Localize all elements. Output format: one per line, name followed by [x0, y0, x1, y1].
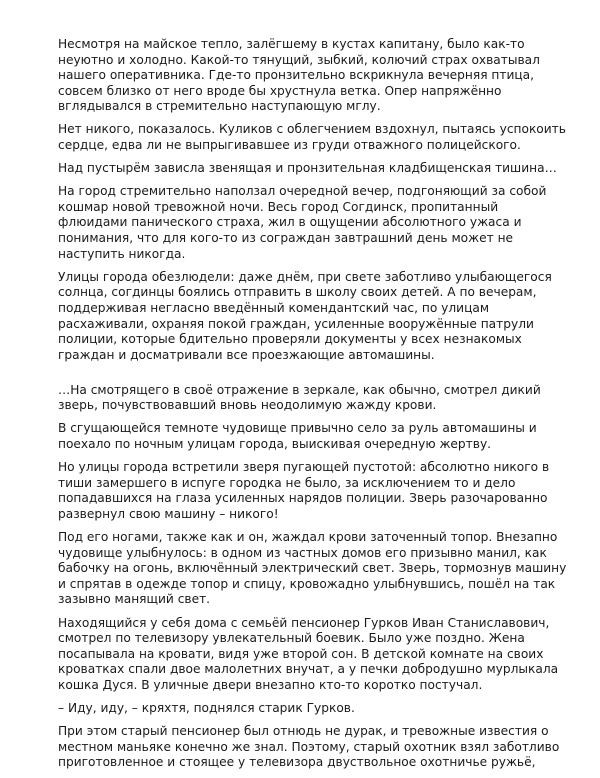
- paragraph: На город стремительно наползал очередной вечер, подгоняющий за собой кошмар новой тревожной ночи. Весь город Согдинск, пропитанный флюидами панического страха, жил в ощущении абсолютного ужаса и понимания, что для кого-то из сограждан завтрашний день может не наступить никогда.: [58, 184, 547, 261]
- paragraph: При этом старый пенсионер был отнюдь не дурак, и тревожные известия о местном маньяке конечно же знал. Поэтому, старый охотник взял заботливо приготовленное и стоящее у телевизора двуствольное охотничье ружьё,: [58, 724, 560, 770]
- paragraph: …На смотрящего в своё отражение в зеркале, как обычно, смотрел дикий зверь, почувствовавший вновь неодолимую жажду крови.: [58, 382, 541, 413]
- paragraph: Но улицы города встретили зверя пугающей пустотой: абсолютно никого в тиши замершего в испуге городка не было, за исключением то и дело попадавшихся на глаза усиленных нарядов полиции. Зверь разочарованно развернул свою машину – никого!: [58, 460, 550, 521]
- paragraph: – Иду, иду, – кряхтя, поднялся старик Гурков.: [58, 700, 355, 715]
- paragraph: Улицы города обезлюдели: даже днём, при свете заботливо улыбающегося солнца, согдинцы боялись отправить в школу своих детей. А по вечерам, поддерживая негласно введённый комендантский час, по улицам расхаживали, охраняя покой граждан, усиленные вооружённые патрули полиции, которые бдительно проверяли документы у всех незнакомых граждан и досматривали все проезжающие автомашины.: [58, 269, 552, 362]
- paragraph: В сгущающейся темноте чудовище привычно село за руль автомашины и поехало по ночным улицам города, выискивая очередную жертву.: [58, 421, 537, 452]
- paragraph: Под его ногами, также как и он, жаждал крови заточенный топор. Внезапно чудовище улыбнулось: в одном из частных домов его призывно манил, как бабочку на огонь, включённый электрический свет. Зверь, тормознув машину и спрятав в одежде топор и спицу, кровожадно улыбнувшись, пошёл на так зазывно манящий свет.: [58, 530, 567, 607]
- document-page: [58, 37, 570, 778]
- paragraph: Находящийся у себя дома с семьёй пенсионер Гурков Иван Станиславович, смотрел по телевизору увлекательный боевик. Было уже поздно. Жена посапывала на кровати, видя уже второй сон. В детской комнате на своих кроватках спали двое малолетних внучат, а у печки добродушно мурлыкала кошка Дуся. В уличные двери внезапно кто-то коротко постучал.: [58, 615, 559, 692]
- section-break: [58, 371, 570, 383]
- paragraph: Несмотря на майское тепло, залёгшему в кустах капитану, было как-то неуютно и холодно. Какой-то тянущий, зыбкий, колючий страх охватывал нашего оперативника. Где-то пронзительно вскрикнула вечерняя птица, совсем близко от него вроде бы хрустнула ветка. Опер напряжённо вглядывался в стремительно наступающую мглу.: [58, 37, 540, 114]
- paragraph: Над пустырём зависла звенящая и пронзительная кладбищенская тишина…: [58, 161, 557, 176]
- paragraph: Нет никого, показалось. Куликов с облегчением вздохнул, пытаясь успокоить сердце, едва ли не выпрыгивавшее из груди отважного полицейского.: [58, 122, 566, 153]
